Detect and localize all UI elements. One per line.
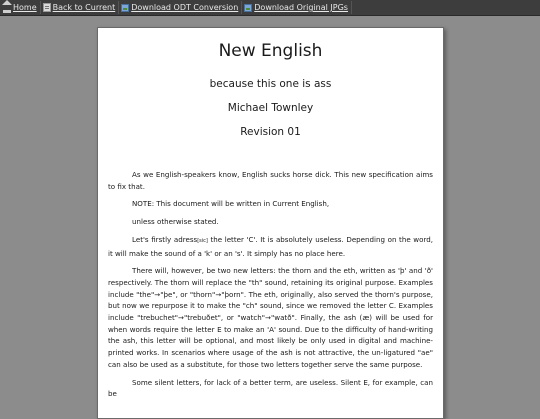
sic-marker: [sic] (197, 237, 208, 244)
home-link-label: Home (13, 3, 37, 12)
home-link[interactable] (0, 1, 41, 14)
download-odt-label: Download ODT Conversion (131, 3, 239, 12)
paragraph (108, 234, 433, 259)
document-body (108, 169, 433, 406)
document-icon (43, 3, 51, 12)
paragraph: There will, however, be two new letters: the thorn and the eth, written as 'þ' and 'ð' respectively. The thorn will replace the "th" sound, retaining its original purpose. Examples include "the"→"þe", or "thorn"→"þorn". The eth, originally, also served the thorn's purpose, but now we repurpose it to make the "ch" sound, since we removed the letter C. Examples include "trebuchet"→"trebuðet", or "watch"→"watð". Finally, the ash (æ) will be used for when words require the letter E to make an 'A' sound. Due to the difficulty of hand-writing the ash, this letter will be optional, and most likely be only used in digital and machine-printed works. In scenarios where usage of the ash is not attractive, the un-ligatured "ae" can also be used as a substitute, for those two letters together serve the same purpose. (108, 266, 433, 369)
back-to-current-link[interactable] (41, 1, 120, 14)
document-subtitle: because this one is ass (209, 78, 332, 90)
back-link-label: Back to Current (52, 3, 116, 12)
note-paragraph: unless otherwise stated. (132, 217, 219, 227)
download-odt-link[interactable] (119, 1, 242, 14)
paragraph-lead: Let's firstly adress (132, 234, 198, 244)
top-toolbar (0, 0, 540, 16)
document-page (97, 27, 444, 419)
document-author: Michael Townley (227, 102, 314, 114)
home-icon (3, 2, 11, 13)
paragraph: Some silent letters, for lack of a better term, are useless. Silent E, for example, can be (108, 377, 433, 399)
download-image-icon (121, 4, 129, 12)
paragraph: As we English-speakers know, English sucks horse dick. This new specification aims to fix that. (108, 170, 433, 191)
note-paragraph: NOTE: This document will be written in Current English, (132, 199, 330, 209)
paragraph-text: the letter 'C'. It is absolutely useless. Depending on the word, it will make the sound of a 'k' or an 's'. It simply has no place here. (108, 234, 433, 258)
download-jpgs-label: Download Original JPGs (254, 3, 348, 12)
download-image-icon (244, 4, 252, 12)
download-jpgs-link[interactable] (242, 1, 352, 14)
document-revision: Revision 01 (240, 126, 301, 138)
document-title: New English (218, 41, 323, 61)
